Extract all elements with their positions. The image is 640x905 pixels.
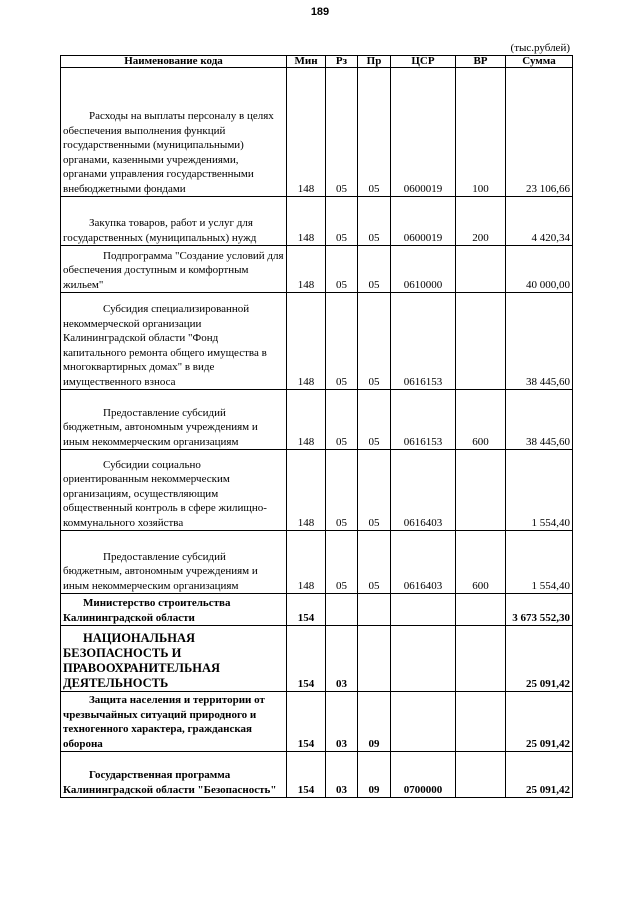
row-pr [358, 626, 391, 692]
row-rz: 05 [326, 68, 358, 197]
row-min: 154 [287, 594, 326, 626]
row-sum: 3 673 552,30 [506, 594, 573, 626]
row-min: 148 [287, 246, 326, 293]
row-vr [456, 293, 506, 390]
row-vr: 200 [456, 197, 506, 246]
row-vr [456, 752, 506, 798]
row-name: Министерство строительства Калининградской области [61, 594, 287, 626]
table-row [61, 246, 573, 293]
row-vr [456, 692, 506, 752]
row-vr [456, 626, 506, 692]
row-sum: 38 445,60 [506, 293, 573, 390]
row-csr: 0616403 [391, 531, 456, 594]
row-min: 154 [287, 626, 326, 692]
row-rz: 05 [326, 531, 358, 594]
row-name: Предоставление субсидий бюджетным, автономным учреждениям и иным некоммерческим организациям [61, 390, 287, 450]
row-name: Предоставление субсидий бюджетным, автономным учреждениям и иным некоммерческим организациям [61, 531, 287, 594]
row-pr: 05 [358, 197, 391, 246]
row-name: Подпрограмма "Создание условий для обеспечения доступным и комфортным жильем" [61, 246, 287, 293]
row-vr [456, 450, 506, 531]
row-sum: 1 554,40 [506, 531, 573, 594]
row-rz: 05 [326, 390, 358, 450]
table-row [61, 692, 573, 752]
row-name: Расходы на выплаты персоналу в целях обеспечения выполнения функций государственными (муниципальными) органами, казенными учреждениями, органами управления государственными внебюджетными фондами [61, 68, 287, 197]
row-sum: 23 106,66 [506, 68, 573, 197]
table-row [61, 197, 573, 246]
row-pr: 09 [358, 752, 391, 798]
row-sum: 1 554,40 [506, 450, 573, 531]
row-csr [391, 692, 456, 752]
row-rz: 03 [326, 752, 358, 798]
row-min: 154 [287, 692, 326, 752]
row-csr [391, 594, 456, 626]
row-name: Субсидия специализированной некоммерческой организации Калининградской области "Фонд капитального ремонта общего имущества в многоквартирных домах" в виде имущественного взноса [61, 293, 287, 390]
row-pr: 05 [358, 531, 391, 594]
row-name: Субсидии социально ориентированным некоммерческим организациям, осуществляющим общественный контроль в сфере жилищно-коммунального хозяйства [61, 450, 287, 531]
row-sum: 25 091,42 [506, 626, 573, 692]
row-csr: 0616153 [391, 293, 456, 390]
row-csr: 0600019 [391, 68, 456, 197]
row-csr: 0600019 [391, 197, 456, 246]
col-header-name: Наименование кода [61, 56, 287, 68]
row-vr: 600 [456, 531, 506, 594]
row-min: 148 [287, 197, 326, 246]
row-rz: 05 [326, 246, 358, 293]
col-header-csr: ЦСР [391, 56, 456, 68]
row-pr [358, 594, 391, 626]
row-sum: 25 091,42 [506, 692, 573, 752]
table-row [61, 531, 573, 594]
row-pr: 05 [358, 246, 391, 293]
row-rz: 03 [326, 626, 358, 692]
units-label: (тыс.рублей) [510, 42, 570, 54]
col-header-sum: Сумма [506, 56, 573, 68]
row-rz: 05 [326, 197, 358, 246]
col-header-rz: Рз [326, 56, 358, 68]
row-pr: 05 [358, 450, 391, 531]
row-vr: 600 [456, 390, 506, 450]
row-sum: 40 000,00 [506, 246, 573, 293]
page-number: 189 [310, 6, 330, 18]
row-vr [456, 246, 506, 293]
row-csr [391, 626, 456, 692]
row-csr: 0616403 [391, 450, 456, 531]
table-row [61, 450, 573, 531]
row-rz: 05 [326, 450, 358, 531]
row-min: 148 [287, 390, 326, 450]
row-csr: 0616153 [391, 390, 456, 450]
col-header-pr: Пр [358, 56, 391, 68]
row-pr: 05 [358, 293, 391, 390]
row-min: 148 [287, 68, 326, 197]
row-name: Защита населения и территории от чрезвычайных ситуаций природного и техногенного характера, гражданская оборона [61, 692, 287, 752]
row-min: 148 [287, 293, 326, 390]
row-pr: 05 [358, 390, 391, 450]
row-rz [326, 594, 358, 626]
row-rz: 03 [326, 692, 358, 752]
col-header-vr: ВР [456, 56, 506, 68]
row-vr [456, 594, 506, 626]
row-csr: 0700000 [391, 752, 456, 798]
budget-table [60, 55, 573, 798]
col-header-min: Мин [287, 56, 326, 68]
row-name: Государственная программа Калининградской области "Безопасность" [61, 752, 287, 798]
table-row [61, 293, 573, 390]
row-csr: 0610000 [391, 246, 456, 293]
table-header-row [61, 56, 573, 68]
row-name: НАЦИОНАЛЬНАЯ БЕЗОПАСНОСТЬ И ПРАВООХРАНИТЕЛЬНАЯ ДЕЯТЕЛЬНОСТЬ [61, 626, 287, 692]
row-sum: 25 091,42 [506, 752, 573, 798]
table-row [61, 752, 573, 798]
row-name: Закупка товаров, работ и услуг для государственных (муниципальных) нужд [61, 197, 287, 246]
row-min: 148 [287, 531, 326, 594]
row-min: 148 [287, 450, 326, 531]
row-rz: 05 [326, 293, 358, 390]
table-row [61, 68, 573, 197]
table-row [61, 594, 573, 626]
row-sum: 38 445,60 [506, 390, 573, 450]
table-row [61, 626, 573, 692]
table-row [61, 390, 573, 450]
row-min: 154 [287, 752, 326, 798]
row-sum: 4 420,34 [506, 197, 573, 246]
row-pr: 05 [358, 68, 391, 197]
row-vr: 100 [456, 68, 506, 197]
row-pr: 09 [358, 692, 391, 752]
